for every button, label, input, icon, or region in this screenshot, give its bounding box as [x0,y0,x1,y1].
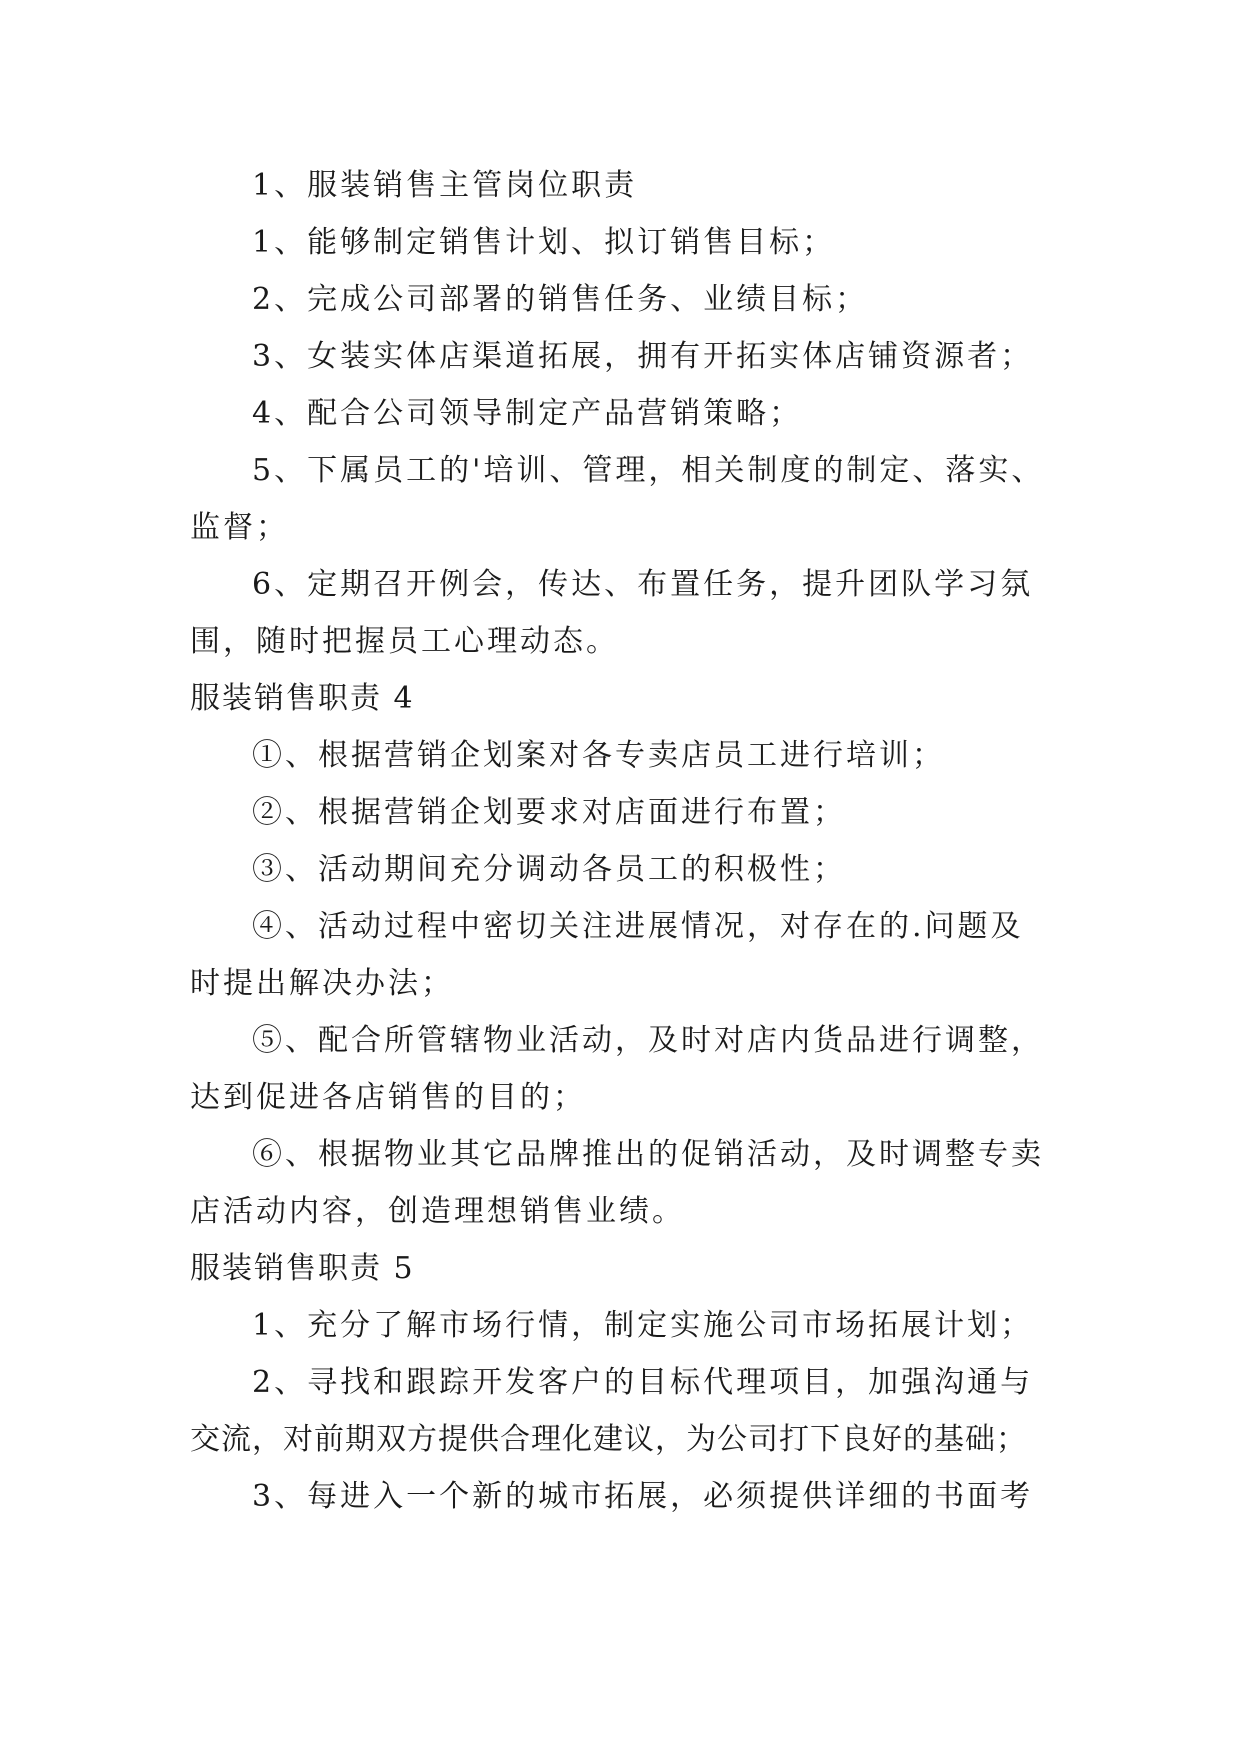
paragraph-line: 2、寻找和跟踪开发客户的目标代理项目，加强沟通与 [252,1365,1034,1400]
paragraph-line: 时提出解决办法； [190,966,454,1001]
paragraph-line: ③、活动期间充分调动各员工的积极性； [252,852,846,887]
paragraph-line: 2、完成公司部署的销售任务、业绩目标； [252,282,869,317]
paragraph-line: 1、充分了解市场行情，制定实施公司市场拓展计划； [252,1308,1034,1343]
paragraph-line: 交流，对前期双方提供合理化建议，为公司打下良好的基础； [190,1422,1027,1457]
paragraph-line: 6、定期召开例会，传达、布置任务，提升团队学习氛 [252,567,1034,602]
paragraph-line: ④、活动过程中密切关注进展情况，对存在的.问题及 [252,909,1024,944]
section-heading: 服装销售职责 4 [190,681,415,716]
paragraph-line: 达到促进各店销售的目的； [190,1080,586,1115]
section-title: 1、服装销售主管岗位职责 [252,168,638,203]
paragraph-line: ①、根据营销企划案对各专卖店员工进行培训； [252,738,945,773]
paragraph-line: 监督； [190,510,289,545]
paragraph-line: 5、下属员工的'培训、管理，相关制度的制定、落实、 [252,453,1045,488]
paragraph-line: 店活动内容，创造理想销售业绩。 [190,1194,685,1229]
paragraph-line: ⑥、根据物业其它品牌推出的促销活动，及时调整专卖 [252,1137,1044,1172]
paragraph-line: 1、能够制定销售计划、拟订销售目标； [252,225,836,260]
paragraph-line: 3、女装实体店渠道拓展，拥有开拓实体店铺资源者； [252,339,1034,374]
paragraph-line: 3、每进入一个新的城市拓展，必须提供详细的书面考 [252,1479,1034,1514]
paragraph-line: ⑤、配合所管辖物业活动，及时对店内货品进行调整， [252,1023,1044,1058]
section-heading: 服装销售职责 5 [190,1251,415,1286]
paragraph-line: 围，随时把握员工心理动态。 [190,624,619,659]
paragraph-line: 4、配合公司领导制定产品营销策略； [252,396,803,431]
paragraph-line: ②、根据营销企划要求对店面进行布置； [252,795,846,830]
